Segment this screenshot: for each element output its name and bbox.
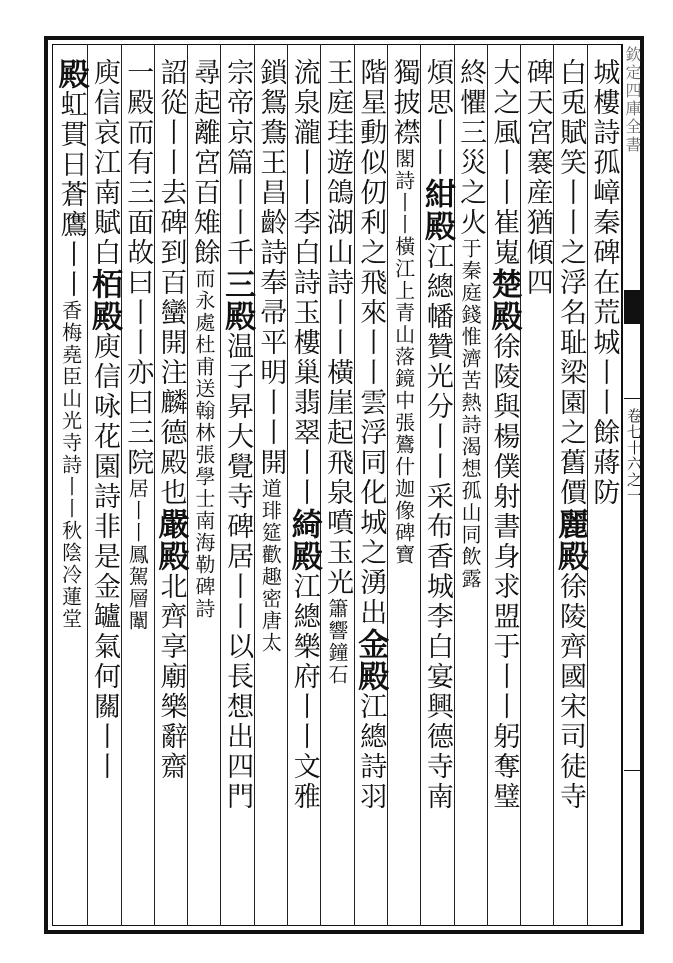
entry-heading: 栢殿 — [85, 268, 122, 332]
body-text: 尋起離宮百雉餘 — [188, 58, 220, 268]
body-text: 徐陵與楊僕射書身求盟于丨丨躬奪璧 — [488, 332, 520, 812]
commentary-text: 香梅堯臣山光寺詩丨丨秋陰冷蓮堂 — [58, 300, 83, 630]
body-text: 庾信哀江南賦白 — [88, 58, 120, 268]
body-text: 階星動似仞利之飛來丨丨雲浮同化城之湧出 — [355, 58, 387, 628]
entry-heading: 麗殿 — [552, 508, 589, 572]
body-text: 宗帝京篇丨丨千 — [222, 58, 254, 268]
body-text: 詔從丨丨去碑到百蠻開注麟德殿也 — [155, 58, 187, 508]
body-text: 終懼三災之火 — [455, 58, 487, 238]
entry-heading: 殿 — [52, 58, 89, 90]
body-text: 江總詩羽 — [355, 692, 387, 812]
entry-heading: 三殿 — [219, 268, 256, 332]
body-text: 煩思丨丨 — [421, 58, 453, 178]
fishtail-line — [624, 398, 644, 399]
entry-heading: 楚殿 — [485, 268, 522, 332]
body-text: 徐陵齊國宋司徒寺 — [555, 572, 587, 812]
body-text: 虹貫日蒼鷹丨丨 — [55, 90, 87, 300]
body-text: 一殿而有三面故曰丨丨亦曰三院 — [122, 58, 154, 478]
margin-juan-number: 卷七十六之一 — [625, 408, 643, 504]
margin-book-title: 欽定四庫全書 — [623, 46, 642, 154]
body-text: 城樓詩孤嶂秦碑在荒城丨丨餘蔣防 — [588, 58, 620, 508]
entry-heading: 嚴殿 — [152, 508, 189, 572]
body-text: 北齊享廟樂辭齋 — [155, 572, 187, 782]
body-text: 王庭珪遊鴿湖山詩丨丨橫崖起飛泉噴玉光 — [322, 58, 353, 598]
fishtail-line — [624, 770, 644, 771]
text-column — [51, 58, 91, 918]
body-text: 江總幡贊光分丨丨采布香城李白宴興德寺南 — [421, 242, 453, 812]
body-text: 大之風丨丨崔嵬 — [488, 58, 520, 268]
commentary-text: 閣詩丨丨橫江上青山落鏡中張鷟什迦像碑寶 — [391, 148, 416, 566]
body-text: 白兎賦笑丨丨之浮名耻梁園之舊價 — [555, 58, 587, 508]
body-text: 庾信咏花園詩非是金罏氣何關丨丨 — [88, 332, 120, 782]
commentary-text: 而永處杜甫送翰林張學士南海勒碑詩 — [191, 268, 216, 620]
entry-heading: 金殿 — [352, 628, 389, 692]
commentary-text: 居丨丨鳳駕層闈 — [125, 478, 150, 632]
body-text: 碑天宮褰産猶傾四 — [521, 58, 553, 298]
commentary-text: 道琲筵歡趣密唐太 — [258, 478, 283, 654]
commentary-text: 簫響鐘石 — [325, 598, 349, 686]
body-text: 温子昇大覺寺碑居丨丨以長想出四門 — [222, 332, 254, 812]
commentary-text: 于秦庭錢惟濟苦熱詩渴想孤山同飲露 — [458, 238, 483, 590]
body-text: 獨披襟 — [388, 58, 420, 148]
body-text: 鎖鴛鴦王昌齡詩奉帚平明丨丨開 — [255, 58, 287, 478]
entry-heading: 綺殿 — [285, 508, 322, 572]
fishtail-mark — [624, 290, 644, 324]
entry-heading: 紺殿 — [418, 178, 455, 242]
body-text: 流泉瀧丨丨李白詩玉樓巢翡翠丨丨 — [288, 58, 320, 508]
body-text: 江總樂府丨丨文雅 — [288, 572, 320, 812]
